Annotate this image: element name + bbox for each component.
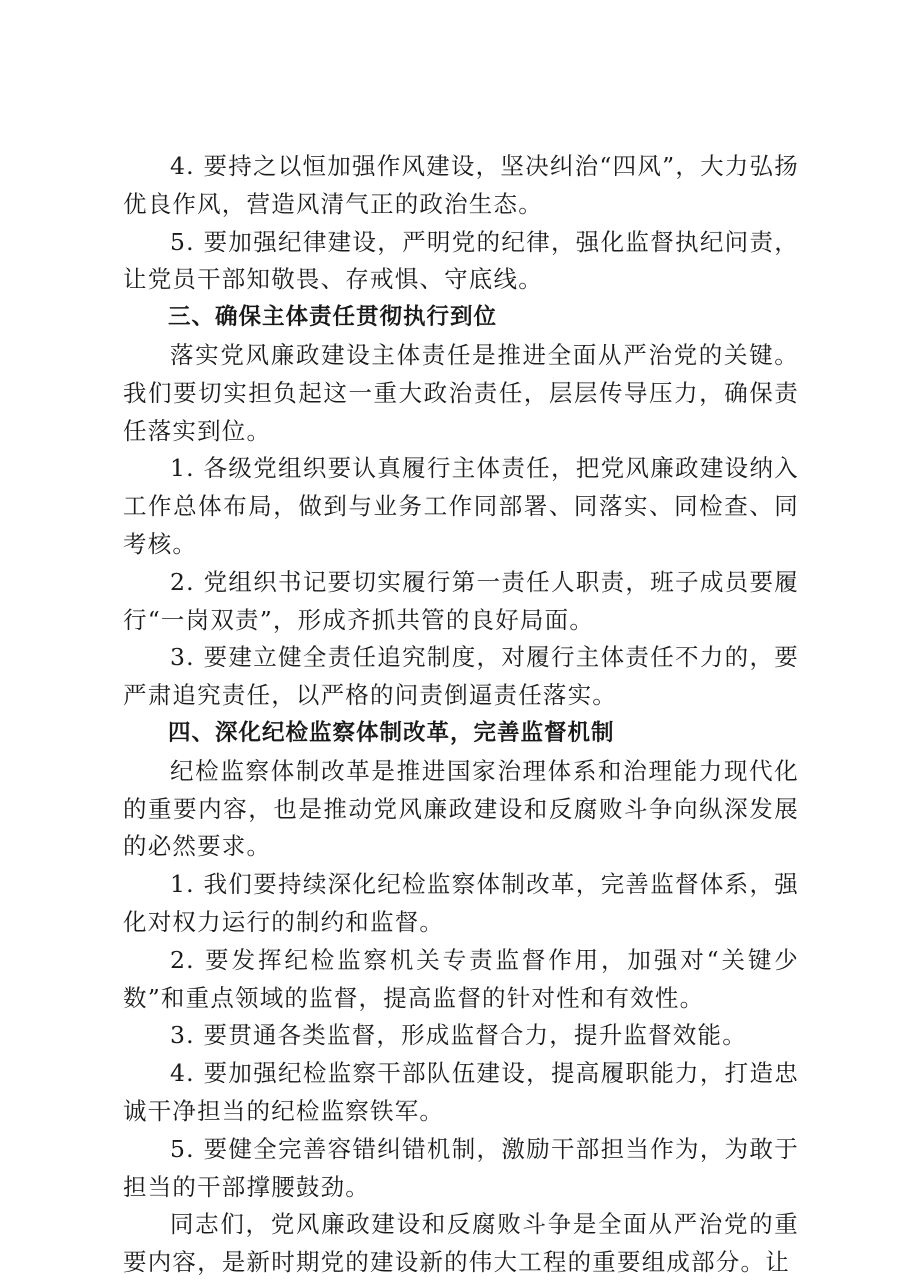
paragraph-section-4-item-4: 4. 要加强纪检监察干部队伍建设，提高履职能力，打造忠诚干净担当的纪检监察铁军。 [123,1059,799,1125]
paragraph-item-4-style: 4. 要持之以恒加强作风建设，坚决纠治“四风”，大力弘扬优良作风，营造风清气正的政治生态。 [123,152,799,218]
paragraph-section-4-item-3: 3. 要贯通各类监督，形成监督合力，提升监督效能。 [170,1021,747,1050]
paragraph-closing: 同志们，党风廉政建设和反腐败斗争是全面从严治党的重要内容，是新时期党的建设新的伟大工程的重要组成部分。让 [123,1210,799,1277]
paragraph-section-4-item-2: 2. 要发挥纪检监察机关专责监督作用，加强对“关键少数”和重点领域的监督，提高监督的针对性和有效性。 [123,945,799,1012]
paragraph-section-4-item-5: 5. 要健全完善容错纠错机制，激励干部担当作为，为敢于担当的干部撑腰鼓劲。 [123,1134,799,1201]
paragraph-section-3-intro: 落实党风廉政建设主体责任是推进全面从严治党的关键。我们要切实担负起这一重大政治责任，层层传导压力，确保责任落实到位。 [123,340,799,445]
paragraph-item-5-discipline: 5. 要加强纪律建设，严明党的纪律，强化监督执纪问责，让党员干部知敬畏、存戒惧、守底线。 [123,227,799,294]
document-body [123,148,799,1282]
paragraph-section-3-item-2: 2. 党组织书记要切实履行第一责任人职责，班子成员要履行“一岗双责”，形成齐抓共管的良好局面。 [123,567,799,634]
paragraph-section-4-intro: 纪检监察体制改革是推进国家治理体系和治理能力现代化的重要内容，也是推动党风廉政建设和反腐败斗争向纵深发展的必然要求。 [123,756,799,861]
paragraph-section-4-item-1: 1. 我们要持续深化纪检监察体制改革，完善监督体系，强化对权力运行的制约和监督。 [123,870,799,936]
paragraph-section-3-item-3: 3. 要建立健全责任追究制度，对履行主体责任不力的，要严肃追究责任，以严格的问责倒逼责任落实。 [123,643,799,710]
paragraph-section-3-item-1: 1. 各级党组织要认真履行主体责任，把党风廉政建设纳入工作总体布局，做到与业务工作同部署、同落实、同检查、同考核。 [123,454,799,558]
section-heading-4: 四、深化纪检监察体制改革，完善监督机制 [168,719,615,746]
section-heading-3: 三、确保主体责任贯彻执行到位 [168,304,498,331]
